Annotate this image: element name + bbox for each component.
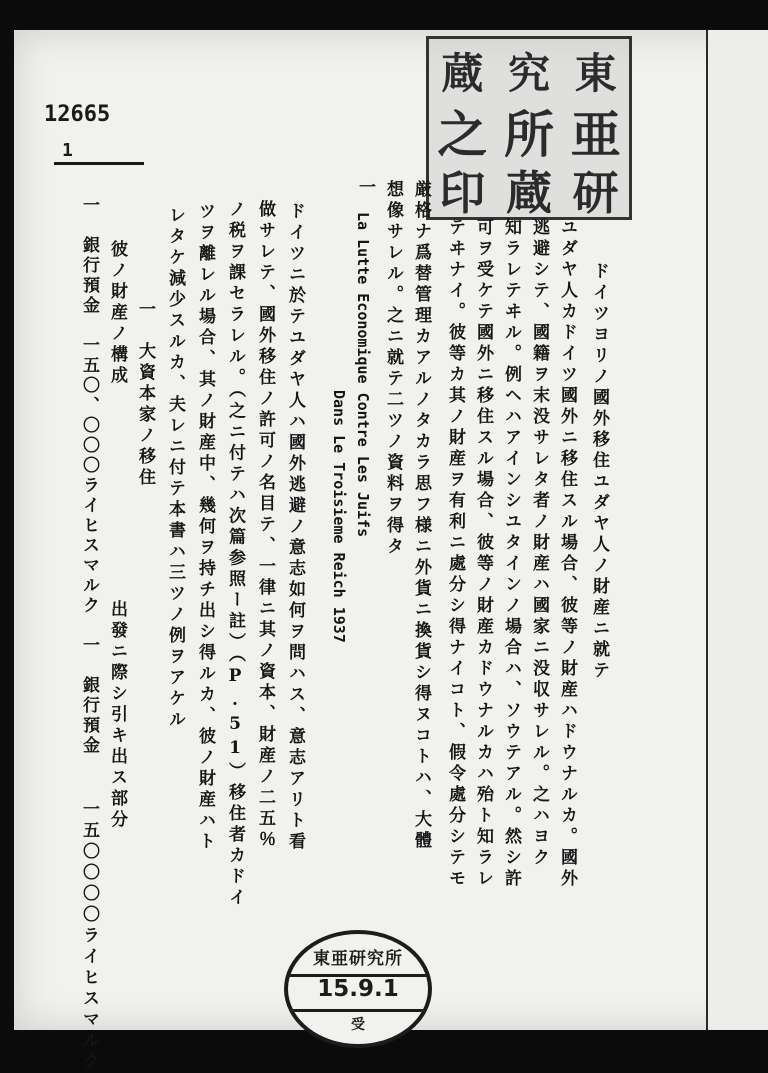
stamp-received: 受 — [351, 1017, 365, 1033]
seal-row-3: 印 蔵 研 — [439, 166, 619, 220]
text-column: 彼ノ財産ノ構成 — [107, 240, 127, 387]
text-column: テヰナイ。彼等カ其ノ財産ヲ有利ニ處分シ得ナイコト、假令處分シテモ — [445, 218, 465, 890]
text-column: 逃避シテ、國籍ヲ末没サレタ者ノ財産ハ國家ニ没収サレル。之ハヨク — [529, 218, 549, 869]
text-column-title: ドイツヨリノ國外移住ユダヤ人ノ財産ニ就テ — [589, 262, 609, 682]
page-number: 1 — [62, 140, 73, 161]
text-column: ノ税ヲ課セラレル。（之ニ付テハ次篇参照ー註）（P.51）移住者カドイ — [225, 200, 245, 909]
text-column: 厳格ナ爲替管理カアルノタカラ思フ様ニ外貨ニ換貨シ得ヌコトハ、大體 — [411, 180, 431, 852]
table-row-deposit: 一 銀行預金 一五〇、〇〇〇ライヒスマルク 一 銀行預金 — [79, 196, 99, 756]
text-column: ドイツニ於テユダヤ人ハ國外逃避ノ意志如何ヲ問ハス、意志アリト看 — [285, 202, 305, 853]
library-seal — [426, 36, 632, 220]
stamp-institution: 東亜研究所 — [313, 949, 403, 969]
text-column: ツヲ離レル場合、其ノ財産中、幾何ヲ持チ出シ得ルカ、彼ノ財産ハト — [195, 202, 215, 853]
seal-row-1: 蔵 究 東 — [441, 49, 617, 98]
text-column: 出發ニ際シ引キ出ス部分 — [107, 600, 127, 831]
text-column: レタケ減少スルカ、夫レニ付テ本書ハ三ツノ例ヲアケル — [165, 206, 185, 731]
latin-title-line-2: Dans Le Troisieme Reich 1937 — [330, 390, 348, 643]
section-number: 一 — [355, 178, 375, 199]
stamp-date: 15.9.1 — [317, 976, 399, 1002]
text-column: 做サレテ、國外移住ノ許可ノ名目テ、一律ニ其ノ資本、財産ノ二五％ — [255, 200, 275, 851]
text-column: 知ラレテヰル。例ヘハアインシユタインノ場合ハ、ソウテアル。然シ許 — [501, 218, 521, 890]
seal-row-2: 之 所 亜 — [437, 105, 621, 164]
received-date-stamp — [284, 930, 432, 1048]
text-column: ユダヤ人カドイツ國外ニ移住スル場合、彼等ノ財産ハドウナルカ。國外 — [557, 218, 577, 890]
subsection-heading: 一 大資本家ノ移住 — [135, 300, 155, 489]
document-number: 12665 — [44, 102, 111, 127]
page-number-underline — [54, 162, 144, 165]
text-column: 想像サレル。之ニ就テ二ツノ資料ヲ得タ — [383, 180, 403, 558]
page-edge-strip — [706, 30, 768, 1030]
text-column: 可ヲ受ケテ國外ニ移住スル場合、彼等ノ財産カドウナルカハ殆ト知ラレ — [473, 218, 493, 890]
table-value: 一五〇〇〇〇ライヒスマルク — [79, 800, 99, 1073]
latin-title-line-1: La Lutte Economique Contre Les Juifs — [354, 212, 372, 538]
